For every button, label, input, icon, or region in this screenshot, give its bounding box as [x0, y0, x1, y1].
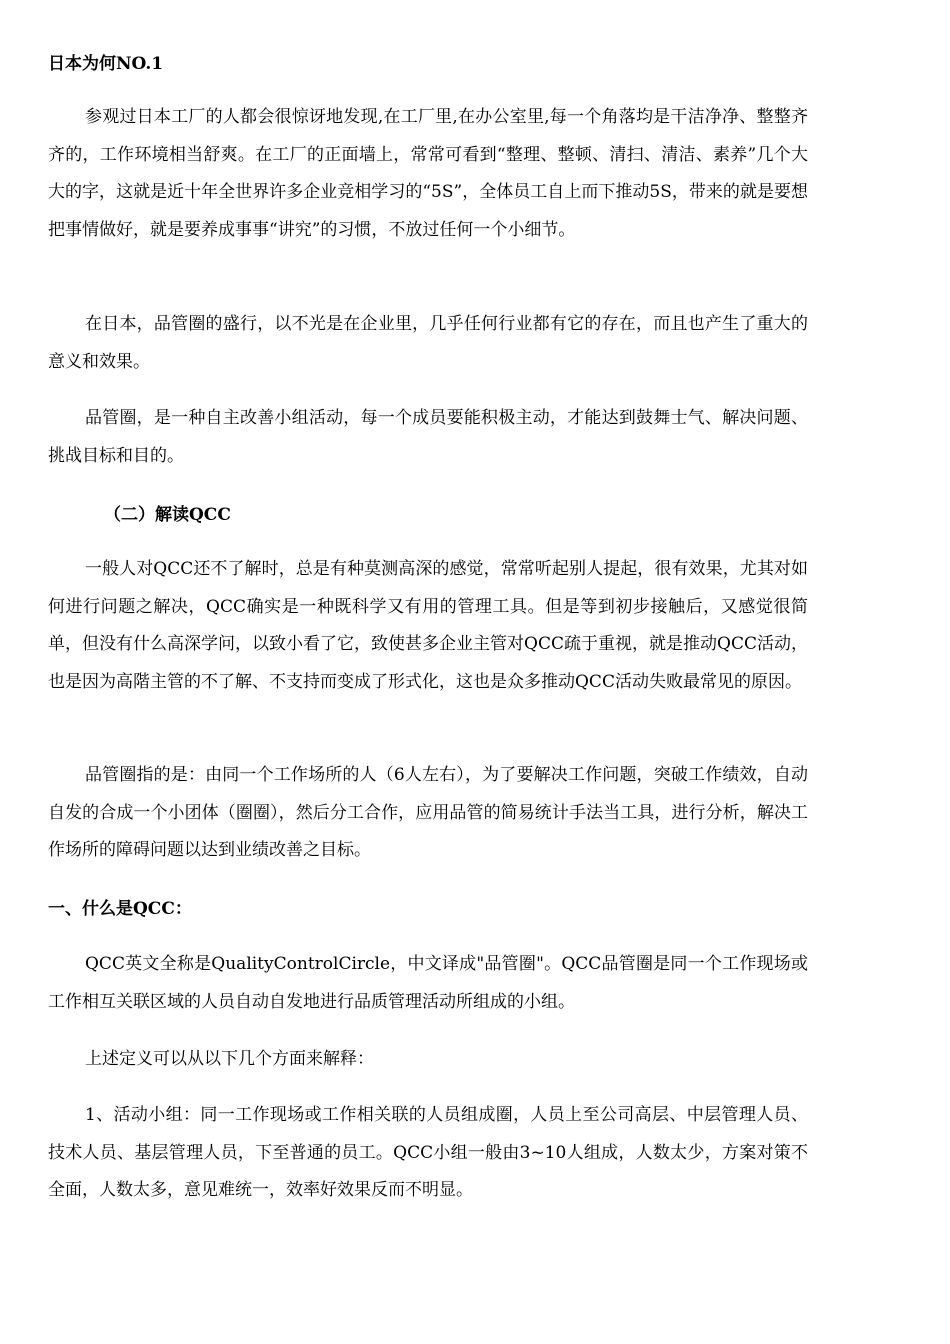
paragraph-qcc-english: QCC英文全称是QualityControlCircle，中文译成"品管圈"。QCC品管圈是同一个工作现场或工作相互关联区域的人员自动自发地进行品质管理活动所组成的小组。	[48, 954, 808, 1012]
heading-interpret-qcc: （二）解读QCC	[104, 505, 231, 525]
heading-what-is-qcc: 一、什么是QCC：	[48, 899, 192, 919]
paragraph-5s: 参观过日本工厂的人都会很惊讶地发现,在工厂里,在办公室里,每一个角落均是干洁净净、整整齐齐的，工作环境相当舒爽。在工厂的正面墙上，常常可看到“整理、整顿、清扫、清洁、素养”几个大大的字，这就是近十年全世界许多企业竞相学习的“5S”，全体员工自上而下推动5S，带来的就是要想把事情做好，就是要养成事事“讲究”的习惯，不放过任何一个小细节。	[48, 107, 808, 240]
paragraph-qcc-definition-short: 品管圈，是一种自主改善小组活动，每一个成员要能积极主动，才能达到鼓舞士气、解决问题、挑战目标和目的。	[48, 408, 808, 466]
paragraph-qcc-in-japan: 在日本，品管圈的盛行，以不光是在企业里，几乎任何行业都有它的存在，而且也产生了重大的意义和效果。	[48, 314, 808, 372]
paragraph-activity-group: 1、活动小组：同一工作现场或工作相关联的人员组成圈，人员上至公司高层、中层管理人员、技术人员、基层管理人员，下至普通的员工。QCC小组一般由3~10人组成，人数太少，方案对策不全面，人数太多，意见难统一，效率好效果反而不明显。	[48, 1105, 808, 1201]
paragraph-definition-aspects: 上述定义可以从以下几个方面来解释：	[85, 1049, 374, 1069]
paragraph-qcc-perception: 一般人对QCC还不了解时，总是有种莫测高深的感觉，常常听起别人提起，很有效果，尤其对如何进行问题之解决，QCC确实是一种既科学又有用的管理工具。但是等到初步接触后，又感觉很简单，但没有什么高深学问，以致小看了它，致使甚多企业主管对QCC疏于重视，就是推动QCC活动，也是因为高階主管的不了解、不支持而变成了形式化，这也是众多推动QCC活动失败最常见的原因。	[48, 559, 808, 692]
paragraph-qcc-meaning: 品管圈指的是：由同一个工作场所的人（6人左右），为了要解决工作问题，突破工作绩效，自动自发的合成一个小团体（圈圈），然后分工合作，应用品管的简易统计手法当工具，进行分析，解决工作场所的障碍问题以达到业绩改善之目标。	[48, 765, 808, 861]
heading-japan-no1: 日本为何NO.1	[48, 54, 164, 74]
